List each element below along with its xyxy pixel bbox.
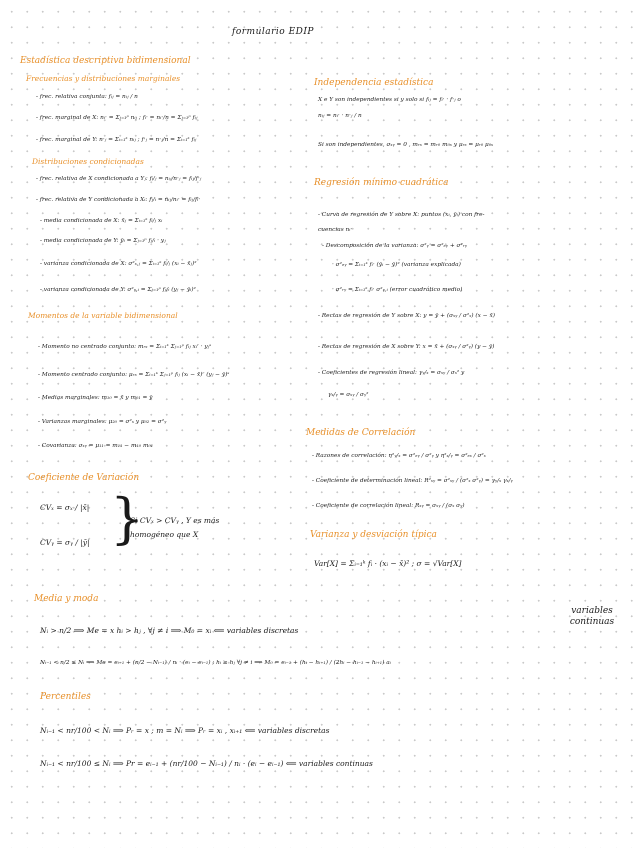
cv-note-line-1: Si CVₓ > CVᵧ , Y es más	[130, 516, 220, 525]
correlation-ratios: - Razones de correlación: η²ᵧ/ₓ = σ²ₑᵧ / σ²ᵧ y η²ₓ/ᵧ = σ²ₑₓ / σ²ₓ	[312, 453, 486, 459]
brace-icon: }	[110, 487, 145, 550]
median-mode-continuous: Nᵢ₋₁ < n/2 ≤ Nᵢ ⟹ Me = eᵢ₋₁ + (n/2 − Nᵢ₋₁) / nᵢ · (eᵢ − eᵢ₋₁) ; hᵢ ≥ hⱼ ∀j ≠ i ⟹ M₀ = eᵢ₋₁ + (hᵢ − hᵢ₋₁) / (2hᵢ − hᵢ₋₁ − hᵢ₊₁) aᵢ	[40, 660, 391, 666]
variance-decomposition: - Descomposición de la varianza: σ²ᵧ = σ²ₑᵧ + σ²ᵣᵧ	[322, 243, 468, 249]
formula-marginal-frequency-y: - frec. marginal de Y: n·ⱼ = Σᵢ₌₁ᵏ nᵢⱼ ; f·ⱼ = n·ⱼ/n = Σᵢ₌₁ᵏ fᵢⱼ	[36, 137, 197, 143]
heading-variance: Varianza y desviación típica	[310, 530, 437, 540]
regression-curve: - Curva de regresión de Y sobre X: puntos (xᵢ, ȳᵢ) con fre-	[318, 212, 485, 218]
median-mode-discrete: Nᵢ > n/2 ⟹ Me = x hᵢ > hⱼ , ∀j ≠ i ⟹ M₀ = xᵢ ⟸ variables discretas	[40, 626, 299, 635]
heading-independence: Independencia estadística	[314, 78, 434, 88]
heading-median-mode: Media y moda	[34, 594, 99, 604]
heading-regression: Regresión mínimo cuadrática	[314, 178, 449, 188]
formula-joint-relative-frequency: - frec. relativa conjunta: fᵢⱼ = nᵢⱼ / n	[36, 94, 138, 100]
formula-variance: Var[X] = Σᵢ₌₁ᵏ fᵢ · (xᵢ − x̄)² ; σ = √Var[X]	[314, 559, 462, 568]
heading-frequencies: Frecuencias y distribuciones marginales	[26, 74, 181, 83]
heading-moments: Momentos de la variable bidimensional	[28, 311, 178, 320]
correlation-coefficient: - Coeficiente de correlación lineal: Rₓᵧ = σₓᵧ / (σₓ σᵧ)	[312, 503, 465, 509]
heading-conditional-distributions: Distribuciones condicionadas	[32, 157, 144, 166]
formula-marginal-variances: - Varianzas marginales: μ₂₀ = σ²ₓ y μ₀₂ = σ²ᵧ	[38, 419, 167, 425]
heading-bivariate-statistics: Estadística descriptiva bidimensional	[20, 56, 191, 66]
note-continuous-variables: variables continuas	[569, 606, 615, 627]
heading-percentiles: Percentiles	[40, 692, 91, 702]
formula-marginal-means: - Medias marginales: m₁₀ = x̄ y m₀₁ = ȳ	[38, 395, 153, 401]
regression-line-x-on-y: - Rectas de regresión de X sobre Y: x = x̄ + (σₓᵧ / σ²ᵧ) (y − ȳ)	[318, 344, 495, 350]
formula-conditional-mean-y: - media condicionada de Y: ȳᵢ = Σⱼ₌₁ᵖ fⱼ/ᵢ · yⱼ	[40, 238, 166, 244]
regression-curve-cont: cuencias nᵢ·	[318, 227, 353, 233]
independence-consequences: Si son independientes, σₓᵧ = 0 , mᵣₛ = mᵣ₀ m₀ₛ y μᵣₛ = μᵣ₀ μ₀ₛ	[318, 142, 494, 148]
explained-variance: · σ²ₑᵧ = Σᵢ₌₁ᵏ fᵢ· (ȳᵢ − ȳ)² (varianza explicada)	[332, 262, 461, 268]
formula-conditional-variance-x: - varianza condicionada de X: σ²ₓ,ⱼ = Σᵢ₌₁ᵏ fᵢ/ⱼ (xᵢ − x̄ⱼ)²	[40, 261, 197, 267]
regression-coefficients: - Coeficientes de regresión lineal: γᵧ/ₓ = σₓᵧ / σₓ² y	[318, 370, 465, 376]
independence-condition-counts: nᵢⱼ = nᵢ· · n·ⱼ / n	[318, 113, 362, 119]
heading-coefficient-of-variation: Coeficiente de Variación	[28, 473, 140, 483]
formula-central-moment: - Momento centrado conjunto: μᵣₛ = Σᵢ₌₁ᵏ Σⱼ₌₁ᵖ fᵢⱼ (xᵢ − x̄)ʳ (yⱼ − ȳ)ˢ	[38, 372, 230, 378]
formula-covariance: - Covarianza: σₓᵧ = μ₁₁ = m₁₁ − m₁₀ m₀₁	[38, 443, 154, 449]
regression-line-y-on-x: - Rectas de regresión de Y sobre X: y = ȳ + (σₓᵧ / σ²ₓ) (x − x̄)	[318, 313, 496, 319]
percentile-discrete: Nᵢ₋₁ < nr/100 < Nᵢ ⟹ Pᵣ = x ; m = Nᵢ ⟹ Pᵣ = xᵢ , xᵢ₊₁ ⟸ variables discretas	[40, 726, 330, 735]
formula-conditional-freq-x: - frec. relativa de X condicionada a Yⱼ: fᵢ/ⱼ = nᵢⱼ/n·ⱼ = fᵢⱼ/f·ⱼ	[36, 176, 202, 182]
formula-conditional-freq-y: - frec. relativa de Y condicionada a Xᵢ: fⱼ/ᵢ = nᵢⱼ/nᵢ· = fᵢⱼ/fᵢ·	[36, 197, 201, 203]
percentile-continuous: Nᵢ₋₁ < nr/100 ≤ Nᵢ ⟹ Pr = eᵢ₋₁ + (nr/100 − Nᵢ₋₁) / nᵢ · (eᵢ − eᵢ₋₁) ⟸ variables continuas	[40, 759, 373, 768]
page-title: formulario EDIP	[232, 27, 314, 37]
residual-variance: · σ²ᵣᵧ = Σᵢ₌₁ᵏ fᵢ· σ²ᵧ,ᵢ (error cuadrático medio)	[332, 287, 463, 293]
independence-condition: X e Y son independientes si y solo si fᵢⱼ = fᵢ· · f·ⱼ o	[318, 97, 461, 103]
coefficient-of-determination: - Coeficiente de determinación lineal: R²ₓᵧ = σ²ₓᵧ / (σ²ₓ σ²ᵧ) = γᵧ/ₓ γₓ/ᵧ	[312, 478, 513, 484]
formula-noncentral-moment: - Momento no centrado conjunto: mᵣₛ = Σᵢ₌₁ᵏ Σⱼ₌₁ᵖ fᵢⱼ xᵢʳ · yⱼˢ	[38, 344, 212, 350]
cv-note-line-2: homogéneo que X	[130, 530, 199, 539]
formula-marginal-frequency-x: - frec. marginal de X: nᵢ· = Σⱼ₌₁ᵖ nᵢⱼ ; fᵢ· = nᵢ·/n = Σⱼ₌₁ᵖ fᵢⱼ	[36, 115, 198, 121]
formula-cv-y: CVᵧ = σᵧ / |ȳ|	[40, 538, 90, 547]
formula-conditional-mean-x: - media condicionada de X: x̄ⱼ = Σᵢ₌₁ᵏ fᵢ/ⱼ xᵢ	[40, 218, 163, 224]
heading-correlation: Medidas de Correlación	[306, 428, 416, 438]
formula-conditional-variance-y: - varianza condicionada de Y: σ²ᵧ,ᵢ = Σⱼ₌₁ᵖ fⱼ/ᵢ (yⱼ − ȳᵢ)²	[40, 287, 196, 293]
regression-coefficient-x-on-y: γₓ/ᵧ = σₓᵧ / σᵧ²	[328, 392, 369, 398]
formula-cv-x: CVₓ = σₓ / |x̄|	[40, 503, 90, 512]
